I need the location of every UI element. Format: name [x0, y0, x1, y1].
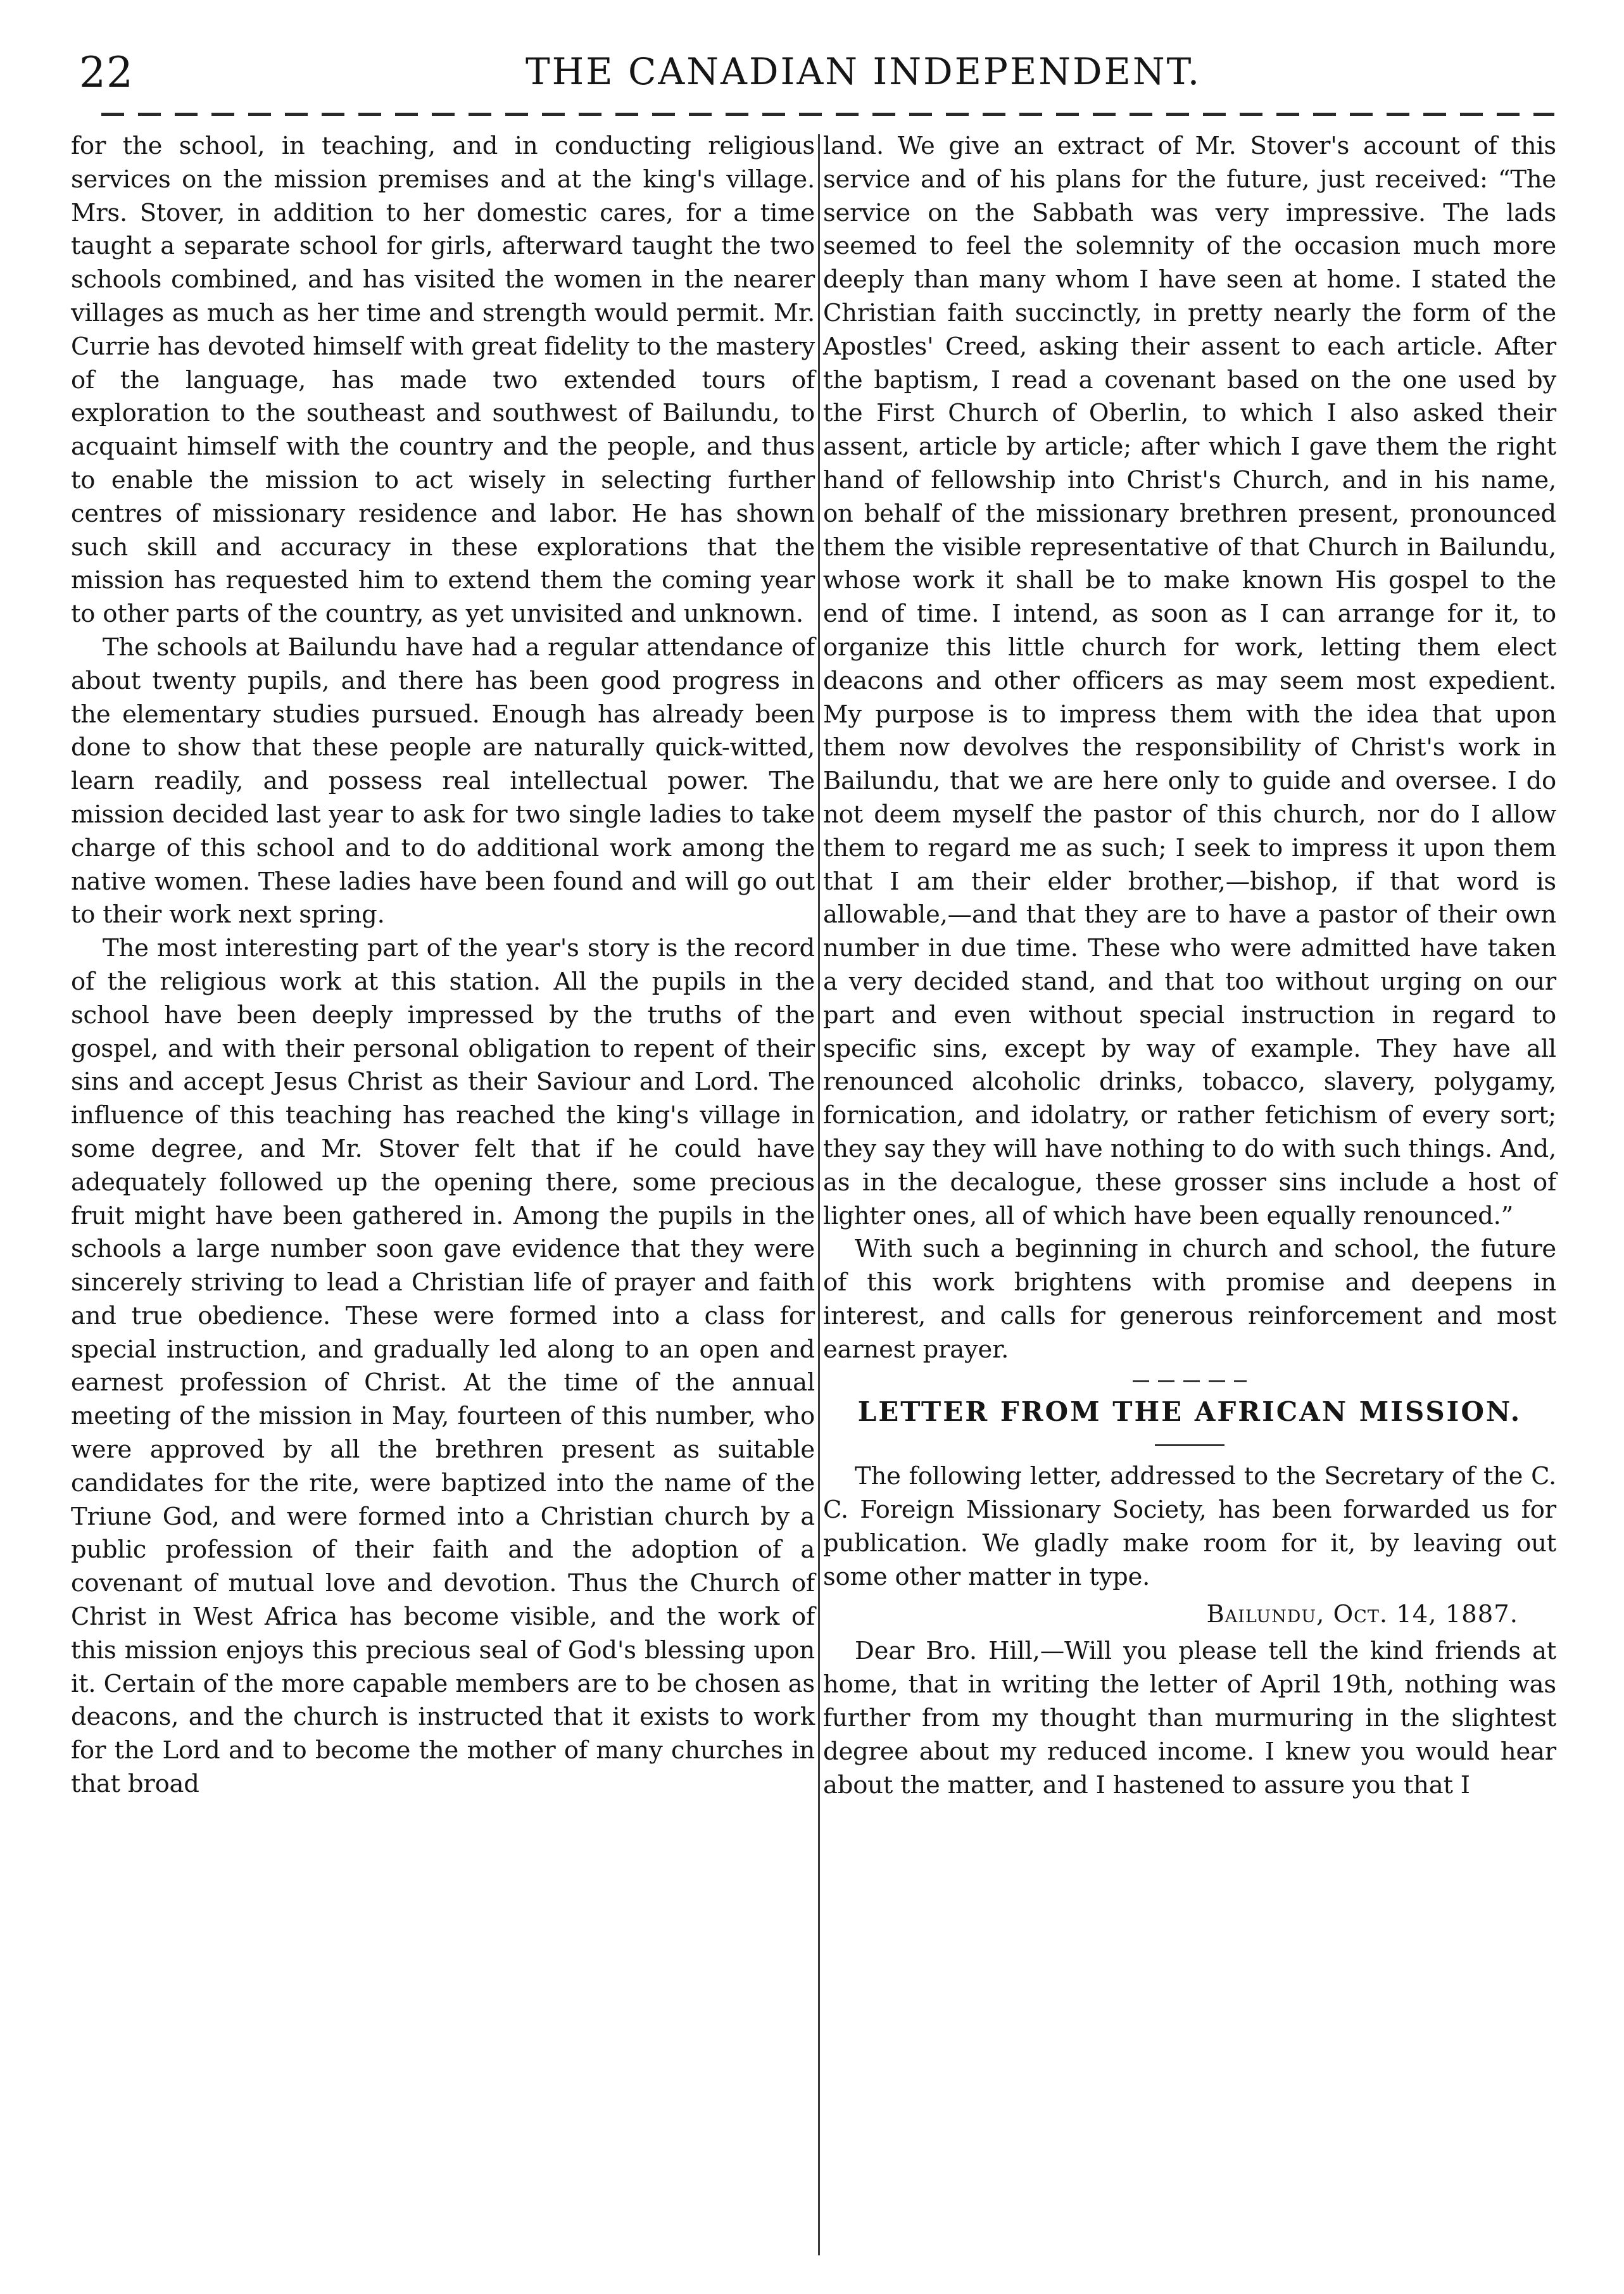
header-rule — [101, 113, 1554, 116]
paragraph: The schools at Bailundu have had a regular attendance of about twenty pupils, and there has been good progress in the elementary studies pursued. Enough has already been done to show that these people are naturally quick-witted, learn readily, and possess real intellectual power. The mission decided last year to ask for two single ladies to take charge of this school and to do additional work among the native women. These ladies have been found and will go out to their work next spring. — [71, 633, 815, 930]
letter-heading: LETTER FROM THE AFRICAN MISSION. — [857, 1396, 1522, 1428]
letter-body: Dear Bro. Hill,—Will you please tell the kind friends at home, that in writing the letter of April 19th, nothing was further from my thought than murmuring in the slightest degree about my reduced income. I knew you would hear about the matter, and I hastened to assure you that I — [823, 1637, 1556, 1799]
paragraph: With such a beginning in church and school, the future of this work brightens with promise and deepens in interest, and calls for generous reinforcement and most earnest prayer. — [823, 1235, 1556, 1364]
paragraph: land. We give an extract of Mr. Stover's account of this service and of his plans for the future, just received: “The service on the Sabbath was very impressive. The lads seemed to feel the solemnity of the occasion much more deeply than many whom I have seen at home. I stated the Christian faith succinctly, in pretty nearly the form of the Apostles' Creed, asking their assent to each article. After the baptism, I read a covenant based on the one used by the First Church of Oberlin, to which I also asked their assent, article by article; after which I gave them the right hand of fellowship into Christ's Church, and in his name, on behalf of the missionary brethren present, pronounced them the visible representative of that Church in Bailundu, whose work it shall be to make known His gospel to the end of time. I intend, as soon as I can arrange for it, to organize this little church for work, letting them elect deacons and other officers as may seem most expedient. My purpose is to impress them with the idea that upon them now devolves the responsibility of Christ's work in Bailundu, that we are here only to guide and oversee. I do not deem myself the pastor of this church, nor do I allow them to regard me as such; I seek to impress it upon them that I am their elder brother,—bishop, if that word is allowable,—and that they are to have a pastor of their own number in due time. These who were admitted have taken a very decided stand, and that too without urging on our part and even without special instruction in regard to specific sins, except by way of example. They have all renounced alcoholic drinks, tobacco, slavery, polygamy, fornication, and idolatry, or rather fetichism of every sort; they say they will have nothing to do with such things. And, as in the decalogue, these grosser sins include a host of lighter ones, all of which have been equally renounced.” — [823, 132, 1556, 1230]
letter-dateline: Bailundu, Oct. 14, 1887. — [1206, 1599, 1518, 1629]
paragraph: The most interesting part of the year's story is the record of the religious work at this station. All the pupils in the school have been deeply impressed by the truths of the gospel, and with their personal obligation to repent of their sins and accept Jesus Christ as their Saviour and Lord. The influence of this teaching has reached the king's village in some degree, and Mr. Stover felt that if he could have adequately followed up the opening there, some precious fruit might have been gathered in. Among the pupils in the schools a large number soon gave evidence that they were sincerely striving to lead a Christian life of prayer and faith and true obedience. These were formed into a class for special instruction, and gradually led along to an open and earnest profession of Christ. At the time of the annual meeting of the mission in May, fourteen of this number, who were approved by all the brethren present as suitable candidates for the rite, were baptized into the name of the Triune God, and were formed into a Christian church by a public profession of their faith and the adoption of a covenant of mutual love and devotion. Thus the Church of Christ in West Africa has become visible, and the work of this mission enjoys this precious seal of God's blessing upon it. Certain of the more capable members are to be chosen as deacons, and the church is instructed that it exists to work for the Lord and to become the mother of many churches in that broad — [71, 934, 815, 1799]
section-divider — [1133, 1380, 1247, 1382]
column-rule — [818, 134, 820, 2255]
heading-rule — [1155, 1444, 1224, 1446]
right-column — [823, 130, 1556, 1802]
left-column — [71, 130, 815, 1801]
page-number: 22 — [79, 48, 134, 97]
paragraph: for the school, in teaching, and in conducting religious services on the mission premises and at the king's village. Mrs. Stover, in addition to her domestic cares, for a time taught a separate school for girls, afterward taught the two schools combined, and has visited the women in the nearer villages as much as her time and strength would permit. Mr. Currie has devoted himself with great fidelity to the mastery of the language, has made two extended tours of exploration to the southeast and southwest of Bailundu, to acquaint himself with the country and the people, and thus to enable the mission to act wisely in selecting further centres of missionary residence and labor. He has shown such skill and accuracy in these explorations that the mission has requested him to extend them the coming year to other parts of the country, as yet unvisited and unknown. — [71, 132, 815, 629]
running-title: THE CANADIAN INDEPENDENT. — [526, 50, 1202, 93]
letter-intro: The following letter, addressed to the Secretary of the C. C. Foreign Missionary Society, has been forwarded us for publication. We gladly make room for it, by leaving out some other matter in type. — [823, 1462, 1556, 1591]
